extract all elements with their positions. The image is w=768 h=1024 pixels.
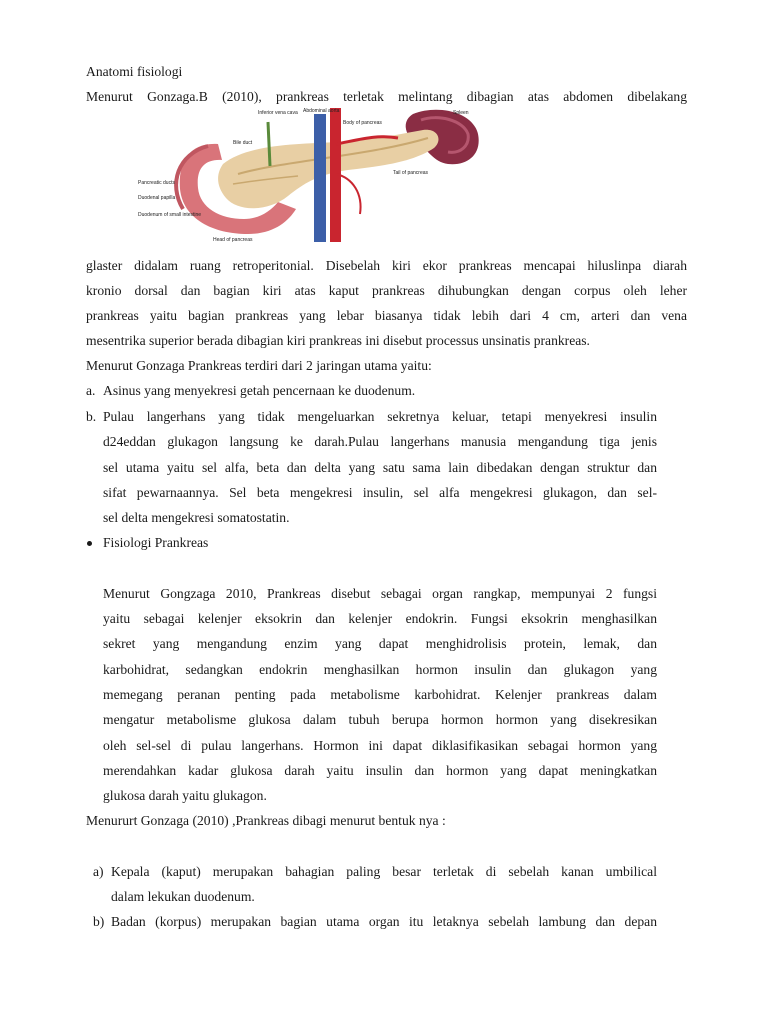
para3-line: Menurut Gongzaga 2010, Prankreas disebut sebagai organ rangkap, mempunyai 2 fungsi	[103, 586, 657, 601]
svg-text:Body of pancreas: Body of pancreas	[343, 120, 382, 126]
svg-text:Duodenal papilla: Duodenal papilla	[138, 195, 176, 201]
svg-text:Duodenum of small intestine: Duodenum of small intestine	[138, 212, 202, 218]
list2-marker-a: a)	[93, 864, 104, 879]
bullet-dot-icon	[87, 541, 92, 546]
para3-line: sekret yang mengandung enzim yang dapat menghidrolisis protein, lemak, dan	[103, 636, 657, 651]
list2-marker-b: b)	[93, 914, 105, 929]
svg-text:Spleen: Spleen	[453, 110, 469, 116]
para1-line: prankreas yaitu bagian prankreas yang lebar biasanya tidak lebih dari 4 cm, arteri dan vena	[86, 308, 687, 323]
para1-line: glaster didalam ruang retroperitonial. Disebelah kiri ekor prankreas mencapai hiluslinpa diarah	[86, 258, 687, 273]
list1-item-b-line: sifat pewarnaannya. Sel beta mengekresi insulin, sel alfa mengekresi glukagon, dan sel-	[103, 485, 657, 500]
para3-line: memegang peranan penting pada metabolisme karbohidrat. Kelenjer prankreas dalam	[103, 687, 657, 702]
para3-line: oleh sel-sel di pulau langerhans. Hormon ini dapat diklasifikasikan sebagai hormon yang	[103, 738, 657, 753]
pancreas-anatomy-figure	[138, 104, 483, 244]
list1-marker-a: a.	[86, 383, 96, 398]
list1-item-b-line: d24eddan glukagon langsung ke darah.Pulau langerhans manusia mengandung tiga jenis	[103, 434, 657, 449]
list1-item-b-line: sel utama yaitu sel alfa, beta dan delta yang satu sama lain dibedakan dengan struktur dan	[103, 460, 657, 475]
list1-marker-b: b.	[86, 409, 97, 424]
para4-intro: Menururt Gonzaga (2010) ,Prankreas dibagi menurut bentuk nya :	[86, 813, 446, 828]
para1-line: mesentrika superior berada dibagian kiri prankreas ini disebut processus unsinatis prankreas.	[86, 333, 590, 348]
list2-item-b-line: Badan (korpus) merupakan bagian utama organ itu letaknya sebelah lambung dan depan	[111, 914, 657, 929]
list1-item-b-line: Pulau langerhans yang tidak mengeluarkan sekretnya keluar, tetapi menyekresi insulin	[103, 409, 657, 424]
list2-item-a-line: Kepala (kaput) merupakan bahagian paling besar terletak di sebelah kanan umbilical	[111, 864, 657, 879]
para3-line: karbohidrat, sedangkan endokrin menghasilkan hormon insulin dan glukagon yang	[103, 662, 657, 677]
svg-text:Pancreatic ducts: Pancreatic ducts	[138, 180, 175, 186]
para3-line: mengatur metabolisme glukosa dalam tubuh berupa hormon hormon yang disekresikan	[103, 712, 657, 727]
svg-text:Abdominal aorta: Abdominal aorta	[303, 108, 340, 114]
para3-line: glukosa darah yaitu glukagon.	[103, 788, 267, 803]
list2-item-a-line: dalam lekukan duodenum.	[111, 889, 255, 904]
para3-line: yaitu sebagai kelenjer eksokrin dan kelenjer endokrin. Fungsi eksokrin menghasilkan	[103, 611, 657, 626]
para1-line: kronio dorsal dan bagian kiri atas kaput prankreas dihubungkan dengan corpus oleh leher	[86, 283, 687, 298]
intro-line: Menurut Gonzaga.B (2010), prankreas terletak melintang dibagian atas abdomen dibelakang	[86, 89, 687, 104]
svg-text:Inferior vena cava: Inferior vena cava	[258, 110, 298, 116]
svg-text:Bile duct: Bile duct	[233, 140, 253, 146]
bullet-heading: Fisiologi Prankreas	[103, 535, 209, 550]
svg-text:Head of pancreas: Head of pancreas	[213, 237, 253, 243]
para3-line: merendahkan kadar glukosa darah yaitu insulin dan hormon yang dapat meningkatkan	[103, 763, 657, 778]
para2-intro: Menurut Gonzaga Prankreas terdiri dari 2 jaringan utama yaitu:	[86, 358, 432, 373]
list1-item-b-line: sel delta mengekresi somatostatin.	[103, 510, 290, 525]
list1-item-a: Asinus yang menyekresi getah pencernaan ke duodenum.	[103, 383, 416, 398]
svg-text:Tail of pancreas: Tail of pancreas	[393, 170, 429, 176]
heading: Anatomi fisiologi	[86, 64, 183, 79]
